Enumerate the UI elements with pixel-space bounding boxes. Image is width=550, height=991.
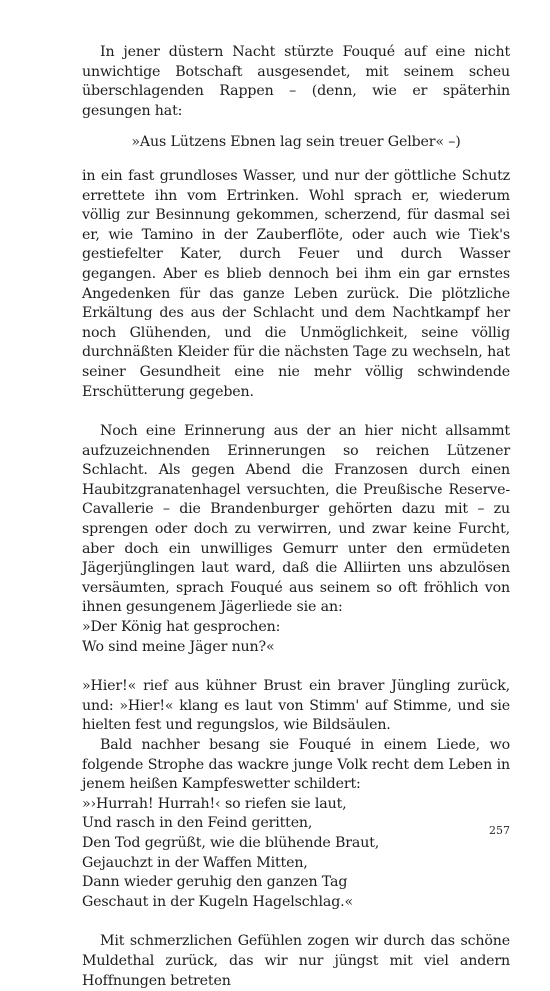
verse-1 [82, 618, 510, 657]
verse-line: »Der König hat gesprochen: [82, 619, 281, 636]
paragraph-5: Bald nachher besang sie Fouqué in einem Liede, wo folgende Strophe das wackre junge Volk recht dem Leben in jenem heißen Kampfeswetter schildert: [82, 737, 510, 793]
verse-line: Dann wieder geruhig den ganzen Tag [82, 874, 348, 891]
paragraph-2: in ein fast grundloses Wasser, und nur der göttliche Schutz errettete ihn vom Ertrinken. Wohl sprach er, wiederum völlig zur Besinnung gekommen, scherzend, für dasmal sei er, wie Tamino in der Zauberflöte, oder auch wie Tiek's gestiefelter Kater, durch Feuer und durch Wasser gegangen. Aber es blieb dennoch bei ihm ein gar ernstes Angedenken für das ganze Leben zurück. Die plötzliche Erkältung des aus der Schlacht und dem Nachtkampf her noch Glühenden, und die Unmöglichkeit, seine völlig durchnäßten Kleider für die nächsten Tage zu wechseln, hat seiner Gesundheit eine nie mehr völlig schwindende Erschütterung gegeben. [82, 167, 510, 400]
paragraph-6: Mit schmerzlichen Gefühlen zogen wir durch das schöne Muldethal zurück, das wir nur jüngst mit viel andern Hoffnungen betreten [82, 933, 510, 989]
verse-line: Geschaut in der Kugeln Hagelschlag.« [82, 893, 354, 910]
paragraph-1: In jener düstern Nacht stürzte Fouqué auf eine nicht unwichtige Botschaft ausgesendet, mit seinem scheu überschlagenden Rappen – (denn, wie er späterhin gesungen hat: [82, 44, 510, 119]
quoted-line: »Aus Lützens Ebnen lag sein treuer Gelber« –) [131, 134, 461, 151]
verse-line: Und rasch in den Feind geritten, [82, 815, 313, 832]
verse-2 [82, 795, 510, 913]
page-number: 257 [489, 824, 510, 837]
document-page [82, 43, 510, 991]
verse-line: Den Tod gegrüßt, wie die blühende Braut, [82, 834, 380, 851]
verse-line: »›Hurrah! Hurrah!‹ so riefen sie laut, [82, 795, 347, 812]
verse-line: Wo sind meine Jäger nun?« [82, 638, 275, 655]
verse-line: Gejauchzt in der Waffen Mitten, [82, 854, 308, 871]
paragraph-3: Noch eine Erinnerung aus der an hier nicht allsammt aufzuzeichnenden Erinnerungen so reichen Lützener Schlacht. Als gegen Abend die Franzosen durch einen Haubitzgranatenhagel versuchten, die Preußische Reserve-Cavallerie – die Brandenburger gehörten dazu mit – zu sprengen oder doch zu verwirren, und zwar keine Furcht, aber doch ein unwilliges Gemurr unter den ermüdeten Jägerjünglingen laut ward, daß die Alliirten uns abzulösen versäumten, sprach Fouqué aus seinem so oft fröhlich von ihnen gesungenem Jägerliede sie an: [82, 423, 510, 616]
paragraph-4: »Hier!« rief aus kühner Brust ein braver Jüngling zurück, und: »Hier!« klang es laut von Stimm' auf Stimme, und sie hielten fest und regungslos, wie Bildsäulen. [82, 678, 510, 734]
